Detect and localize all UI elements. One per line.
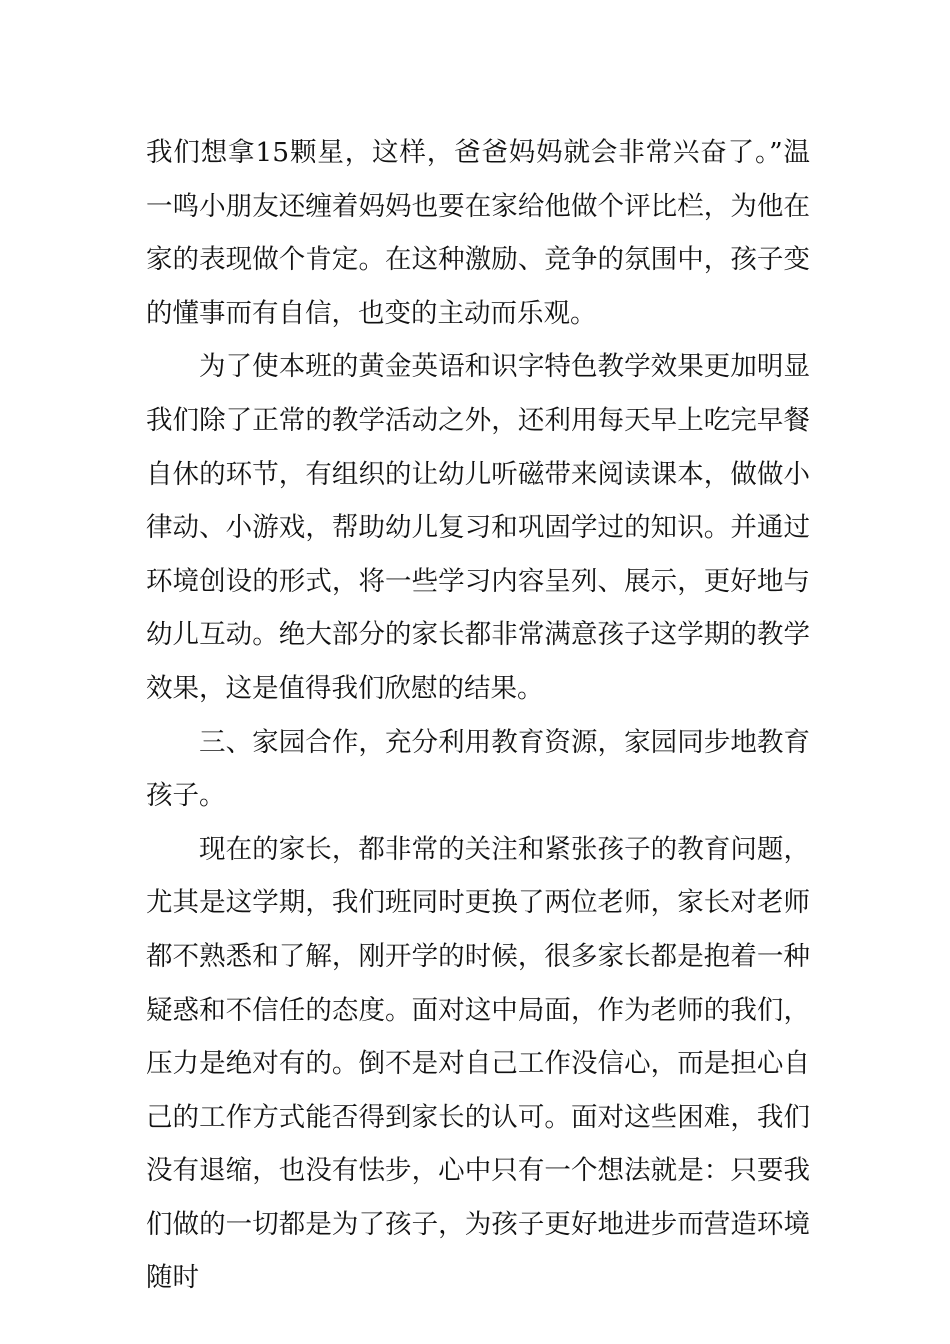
document-body xyxy=(146,126,810,1305)
section-heading-home-school-cooperation: 三、家园合作，充分利用教育资源，家园同步地教育孩子。 xyxy=(146,726,810,812)
paragraph-continuation: 我们想拿15颗星，这样，爸爸妈妈就会非常兴奋了。”温一鸣小朋友还缠着妈妈也要在家给他做个评比栏，为他在家的表现做个肯定。在这种激励、竞争的氛围中，孩子变的懂事而有自信，也变的主动而乐观。 xyxy=(146,137,810,329)
paragraph-parents-concern: 现在的家长，都非常的关注和紧张孩子的教育问题，尤其是这学期，我们班同时更换了两位老师，家长对老师都不熟悉和了解，刚开学的时候，很多家长都是抱着一种疑惑和不信任的态度。面对这中局面，作为老师的我们，压力是绝对有的。倒不是对自己工作没信心，而是担心自己的工作方式能否得到家长的认可。面对这些困难，我们没有退缩，也没有怯步，心中只有一个想法就是：只要我们做的一切都是为了孩子，为孩子更好地进步而营造环境随时 xyxy=(146,833,810,1294)
paragraph-teaching-effect: 为了使本班的黄金英语和识字特色教学效果更加明显我们除了正常的教学活动之外，还利用每天早上吃完早餐自休的环节，有组织的让幼儿听磁带来阅读课本，做做小律动、小游戏，帮助幼儿复习和巩固学过的知识。并通过环境创设的形式，将一些学习内容呈列、展示，更好地与幼儿互动。绝大部分的家长都非常满意孩子这学期的教学效果，这是值得我们欣慰的结果。 xyxy=(146,351,810,704)
